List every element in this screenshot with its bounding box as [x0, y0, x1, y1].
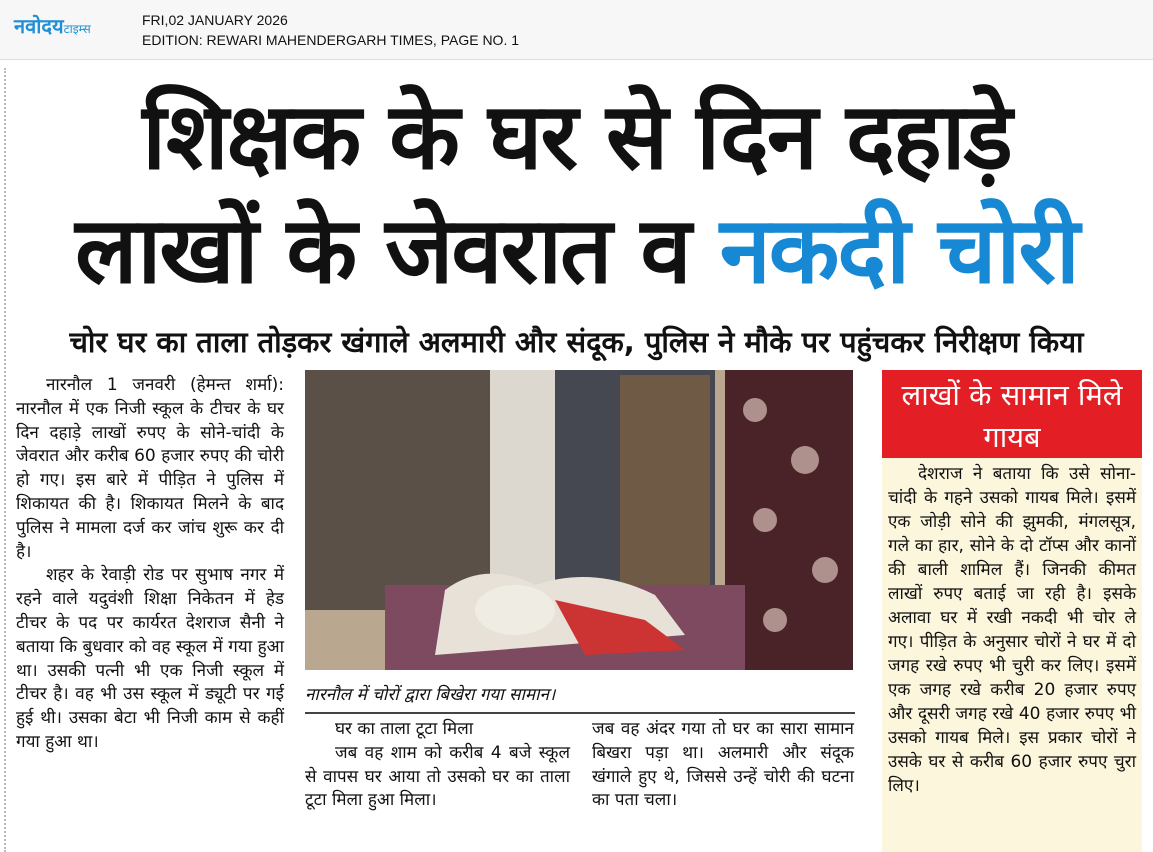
article-column-1 — [16, 374, 284, 755]
logo-sub: टाइम्स — [63, 22, 91, 36]
article-para-4: जब वह अंदर गया तो घर का सारा सामान बिखरा पड़ा था। अलमारी और संदूक खंगाले हुए थे, जिससे उन्हें चोरी की घटना का पता चला। — [592, 719, 854, 811]
photo-caption: नारनौल में चोरों द्वारा बिखेरा गया सामान। — [305, 685, 556, 705]
edition-date: FRI,02 JANUARY 2026 — [142, 12, 288, 28]
sidebar-body: देशराज ने बताया कि उसे सोना-चांदी के गहने उसको गायब मिले। इसमें एक जोड़ी सोने की झुमकी, मंगलसूत्र, गले का हार, सोने के दो टॉप्स और कानों की बाली शामिल हैं। जिनकी कीमत लाखों रुपए बताई जा रही है। इसके अलावा घर में रखी नकदी भी चोर ले गए। पीड़ित के अनुसार चोरों ने घर में दो जगह रखे रुपए भी चुरी कर लिए। इसमें एक जगह रखे करीब 20 हजार रुपए और दूसरी जगह रखे 40 हजार रुपए भी उसको गायब मिले। इस प्रकार चोरों ने उसके घर से करीब 60 हजार रुपए चुरा लिए। — [888, 464, 1136, 796]
headline-black: लाखों के जेवरात व — [75, 197, 720, 304]
edition-name: EDITION: REWARI MAHENDERGARH TIMES, PAGE NO. 1 — [142, 32, 520, 48]
edition-info — [142, 10, 519, 50]
subheadline: चोर घर का ताला तोड़कर खंगाले अलमारी और संदूक, पुलिस ने मौके पर पहुंचकर निरीक्षण किया — [69, 325, 1084, 359]
photo-scene — [305, 370, 853, 670]
article-para-2: शहर के रेवाड़ी रोड पर सुभाष नगर में रहने वाले यदुवंशी शिक्षा निकेतन में हेड टीचर के पद पर कार्यरत देशराज सैनी ने बताया कि बुधवार को वह स्कूल में गया हुआ था। उसकी पत्नी भी एक निजी स्कूल में टीचर है। वह भी उस स्कूल में ड्यूटी पर गई हुई थी। उसका बेटा भी निजी काम से कहीं गया हुआ था। — [16, 565, 284, 752]
sidebar-title: लाखों के सामान मिले गायब — [882, 370, 1142, 458]
article-para-3: जब वह शाम को करीब 4 बजे स्कूल से वापस घर आया तो उसको घर का ताला टूटा मिला हुआ मिला। — [305, 742, 570, 811]
article-column-3 — [592, 718, 854, 813]
article-column-2 — [305, 718, 570, 813]
top-bar — [0, 0, 1153, 60]
logo-main: नवोदय — [14, 14, 64, 38]
news-photo[interactable] — [305, 370, 853, 670]
sidebar-box — [882, 370, 1142, 852]
headline-line1: शिक्षक के घर से दिन दहाड़े — [142, 83, 1011, 190]
caption-divider — [305, 712, 855, 714]
newspaper-logo[interactable] — [14, 12, 91, 39]
headline-line2 — [0, 196, 1153, 306]
headline-blue: नकदी चोरी — [719, 197, 1078, 304]
article-para-1: नारनौल 1 जनवरी (हेमन्त शर्मा): नारनौल में एक निजी स्कूल के टीचर के घर दिन दहाड़े लाखों रुपए के सोने-चांदी के जेवरात और करीब 60 हजार रुपए की चोरी हो गए। इस बारे में पीड़ित ने पुलिस में शिकायत की है। शिकायत मिलने के बाद पुलिस ने मामला दर्ज कर जांच शुरू कर दी है। — [16, 375, 284, 562]
section-subhead: घर का ताला टूटा मिला — [335, 719, 474, 739]
